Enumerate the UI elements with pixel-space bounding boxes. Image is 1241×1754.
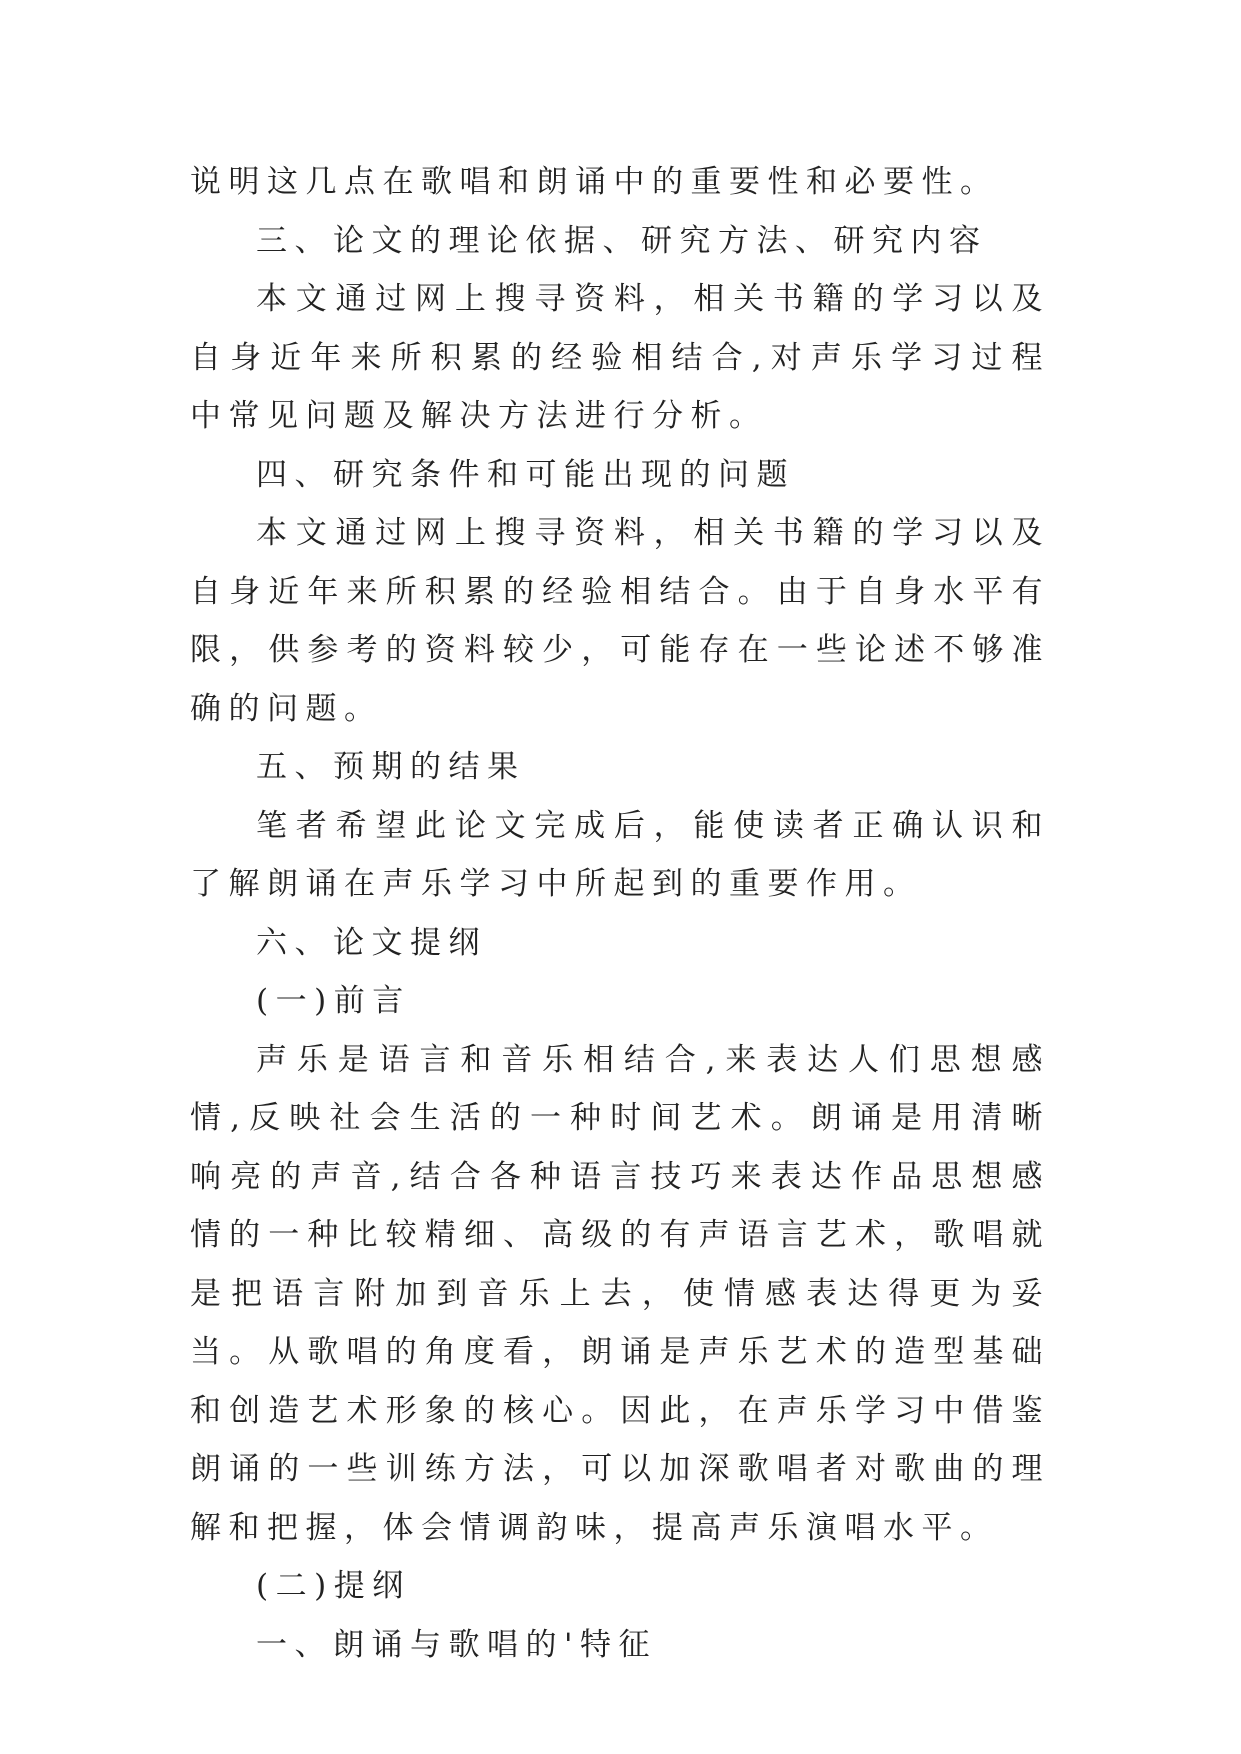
section-heading-5: 五、预期的结果 — [256, 749, 526, 785]
document-body — [190, 153, 1050, 1674]
paragraph-conditions: 本文通过网上搜寻资料，相关书籍的学习以及自身近年来所积累的经验相结合。由于自身水平有限，供参考的资料较少，可能存在一些论述不够准确的问题。 — [190, 515, 1050, 727]
subheading-preface: (一)前言 — [256, 983, 411, 1019]
paragraph-basis: 本文通过网上搜寻资料，相关书籍的学习以及自身近年来所积累的经验相结合,对声乐学习过程中常见问题及解决方法进行分析。 — [190, 281, 1050, 434]
section-heading-3: 三、论文的理论依据、研究方法、研究内容 — [256, 222, 988, 259]
outline-item-1: 一、朗诵与歌唱的'特征 — [256, 1626, 658, 1663]
section-heading-6: 六、论文提纲 — [256, 924, 487, 961]
subheading-outline: (二)提纲 — [256, 1568, 411, 1604]
section-heading-4: 四、研究条件和可能出现的问题 — [256, 456, 795, 493]
paragraph-continuation: 说明这几点在歌唱和朗诵中的重要性和必要性。 — [190, 164, 999, 200]
paragraph-expected-results: 笔者希望此论文完成后，能使读者正确认识和了解朗诵在声乐学习中所起到的重要作用。 — [190, 807, 1050, 902]
paragraph-preface: 声乐是语言和音乐相结合,来表达人们思想感情,反映社会生活的一种时间艺术。朗诵是用清晰响亮的声音,结合各种语言技巧来表达作品思想感情的一种比较精细、高级的有声语言艺术，歌唱就是把语言附加到音乐上去，使情感表达得更为妥当。从歌唱的角度看，朗诵是声乐艺术的造型基础和创造艺术形象的核心。因此，在声乐学习中借鉴朗诵的一些训练方法，可以加深歌唱者对歌曲的理解和把握，体会情调韵味，提高声乐演唱水平。 — [190, 1041, 1050, 1546]
